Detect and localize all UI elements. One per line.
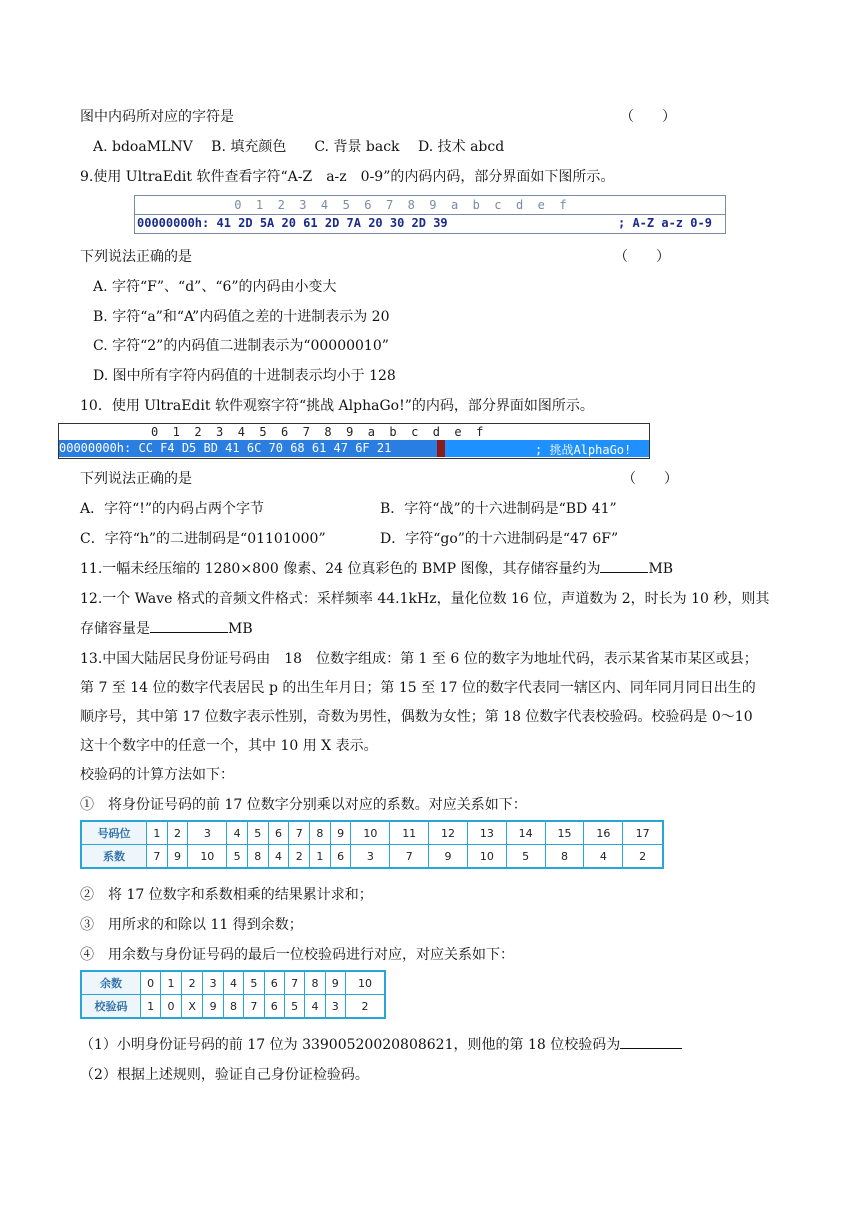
- table-cell: 2: [167, 821, 188, 845]
- q13-step-3: ③ 用所求的和除以 11 得到余数；: [80, 917, 303, 933]
- table-cell: 4: [268, 845, 289, 869]
- table-row: [81, 845, 663, 869]
- q12-answer-blank[interactable]: [150, 618, 228, 633]
- table-cell: 3: [351, 845, 390, 869]
- q12-text2: [80, 618, 253, 638]
- table-cell: 12: [429, 821, 468, 845]
- table-cell: 9: [167, 845, 188, 869]
- q12-question-end: 存储容量是: [80, 621, 150, 637]
- q9-option-c: C. 字符“2”的内码值二进制表示为“00000010”: [93, 338, 389, 354]
- text-cursor: [437, 440, 445, 457]
- table-row: [81, 821, 663, 845]
- q13-method-title: 校验码的计算方法如下：: [80, 767, 234, 783]
- table-cell: 7: [147, 845, 168, 869]
- table-cell: 5: [244, 971, 264, 995]
- table-cell: 9: [429, 845, 468, 869]
- table-cell: 8: [545, 845, 584, 869]
- q8-answer-paren: （ ）: [620, 109, 676, 125]
- table-cell: 4: [223, 971, 243, 995]
- table-cell: 17: [623, 821, 663, 845]
- table-cell: X: [181, 995, 203, 1019]
- q10-hex-text: ; 挑战AlphaGo!: [535, 443, 632, 457]
- q12-text: 12.一个 Wave 格式的音频文件格式：采样频率 44.1kHz，量化位数 16 位，声道数为 2，时长为 10 秒，则其: [80, 591, 770, 607]
- q10-option-b: B．字符“战”的十六进制码是“BD 41”: [380, 501, 617, 517]
- table-cell: 5: [284, 995, 304, 1019]
- q13-sub-2: （2）根据上述规则，验证自己身份证检验码。: [80, 1067, 369, 1083]
- q12-unit: MB: [228, 621, 253, 637]
- table-cell: 0: [141, 971, 161, 995]
- table-cell: 9: [203, 995, 223, 1019]
- table-cell: 8: [310, 821, 331, 845]
- q10-answer-paren: （ ）: [622, 471, 678, 487]
- table-cell: 2: [345, 995, 385, 1019]
- table-cell: 2: [289, 845, 310, 869]
- table-header: 校验码: [81, 995, 141, 1019]
- table-row: [81, 971, 385, 995]
- q13-sub-1: [80, 1034, 682, 1054]
- table-cell: 1: [141, 995, 161, 1019]
- q10-hex-ruler: 0 1 2 3 4 5 6 7 8 9 a b c d e f: [151, 425, 484, 439]
- table-header: 号码位: [81, 821, 147, 845]
- q8-stem: 图中内码所对应的字符是: [80, 109, 234, 125]
- table-cell: 4: [584, 845, 623, 869]
- table-cell: 2: [181, 971, 203, 995]
- table-cell: 14: [506, 821, 545, 845]
- table-cell: 9: [330, 821, 351, 845]
- table-cell: 3: [203, 971, 223, 995]
- table-cell: 1: [147, 821, 168, 845]
- table-cell: 15: [545, 821, 584, 845]
- table-cell: 7: [390, 845, 429, 869]
- table-cell: 6: [268, 821, 289, 845]
- q13-step-4: ④ 用余数与身份证号码的最后一位校验码进行对应，对应关系如下：: [80, 947, 514, 963]
- table-cell: 10: [188, 845, 227, 869]
- q10-option-d: D．字符“go”的十六进制码是“47 6F”: [380, 531, 619, 547]
- table-cell: 1: [310, 845, 331, 869]
- q13-paragraph-3: 顺序号，其中第 17 位数字表示性别，奇数为男性，偶数为女性；第 18 位数字代表校验码。校验码是 0～10: [80, 709, 753, 725]
- table-cell: 5: [247, 821, 268, 845]
- q11-text: [80, 558, 673, 578]
- table-cell: 10: [467, 845, 506, 869]
- q11-unit: MB: [648, 561, 674, 577]
- q13-paragraph-4: 这十个数字中的任意一个，其中 10 用 X 表示。: [80, 738, 378, 754]
- table-header: 系数: [81, 845, 147, 869]
- coefficient-table: [80, 820, 664, 869]
- table-cell: 5: [506, 845, 545, 869]
- q13-sub-1-text: （1）小明身份证号码的前 17 位为 33900520020808621，则他的第 18 位校验码为: [80, 1037, 621, 1053]
- q10-hex-row: 00000000h: CC F4 D5 BD 41 6C 70 68 61 47 6F 21: [59, 441, 392, 455]
- table-cell: 10: [351, 821, 390, 845]
- table-cell: 3: [188, 821, 227, 845]
- q13-answer-blank[interactable]: [620, 1034, 682, 1049]
- q10-option-c: C．字符“h”的二进制码是“01101000”: [80, 531, 326, 547]
- table-cell: 4: [227, 821, 248, 845]
- table-cell: 3: [325, 995, 345, 1019]
- table-cell: 1: [161, 971, 181, 995]
- q10-hex-editor: [58, 423, 650, 459]
- q9-hex-row: 00000000h: 41 2D 5A 20 61 2D 7A 20 30 2D 39: [137, 216, 448, 230]
- q10-stem: 10．使用 UltraEdit 软件观察字符“挑战 AlphaGo!”的内码，部分界面如图所示。: [80, 398, 594, 414]
- q13-paragraph-2: 第 7 至 14 位的数字代表居民 p 的出生年月日；第 15 至 17 位的数字代表同一辖区内、同年同月同日出生的: [80, 680, 756, 696]
- table-cell: 6: [264, 971, 284, 995]
- table-cell: 7: [284, 971, 304, 995]
- q11-answer-blank[interactable]: [600, 558, 648, 573]
- table-cell: 8: [223, 995, 243, 1019]
- table-cell: 6: [330, 845, 351, 869]
- table-cell: 8: [247, 845, 268, 869]
- table-cell: 2: [623, 845, 663, 869]
- table-cell: 11: [390, 821, 429, 845]
- table-cell: 0: [161, 995, 181, 1019]
- table-header: 余数: [81, 971, 141, 995]
- q10-question: 下列说法正确的是: [80, 471, 192, 487]
- q9-hex-text: ; A-Z a-z 0-9: [618, 216, 712, 230]
- table-cell: 9: [325, 971, 345, 995]
- q9-option-a: A. 字符“F”、“d”、“6”的内码由小变大: [93, 279, 337, 295]
- q13-paragraph-1: 13.中国大陆居民身份证号码由 18 位数字组成：第 1 至 6 位的数字为地址代码，表示某省某市某区或县；: [80, 651, 758, 667]
- q8-options: A. bdoaMLNV B. 填充颜色 C. 背景 back D. 技术 abcd: [93, 139, 505, 155]
- q13-step-1: ① 将身份证号码的前 17 位数字分别乘以对应的系数。对应关系如下：: [80, 797, 527, 813]
- q9-hex-ruler: 0 1 2 3 4 5 6 7 8 9 a b c d e f: [227, 198, 567, 212]
- q9-hex-editor: [134, 195, 726, 234]
- table-cell: 7: [244, 995, 264, 1019]
- table-cell: 10: [345, 971, 385, 995]
- q13-step-2: ② 将 17 位数字和系数相乘的结果累计求和；: [80, 887, 373, 903]
- table-row: [81, 995, 385, 1019]
- q9-answer-paren: （ ）: [614, 249, 670, 265]
- q11-question: 11.一幅未经压缩的 1280×800 像素、24 位真彩色的 BMP 图像，其存储容量约为: [80, 561, 601, 577]
- check-code-table: [80, 970, 386, 1019]
- q9-stem: 9.使用 UltraEdit 软件查看字符“A-Z a-z 0-9”的内码内码，部分界面如下图所示。: [80, 169, 615, 185]
- table-cell: 13: [467, 821, 506, 845]
- table-cell: 4: [305, 995, 325, 1019]
- table-cell: 7: [289, 821, 310, 845]
- table-cell: 16: [584, 821, 623, 845]
- q9-question: 下列说法正确的是: [80, 249, 192, 265]
- q9-option-b: B. 字符“a”和“A”内码值之差的十进制表示为 20: [93, 309, 390, 325]
- q10-option-a: A．字符“!”的内码占两个字节: [80, 501, 265, 517]
- q9-option-d: D. 图中所有字符内码值的十进制表示均小于 128: [93, 368, 396, 384]
- table-cell: 8: [305, 971, 325, 995]
- table-cell: 5: [227, 845, 248, 869]
- table-cell: 6: [264, 995, 284, 1019]
